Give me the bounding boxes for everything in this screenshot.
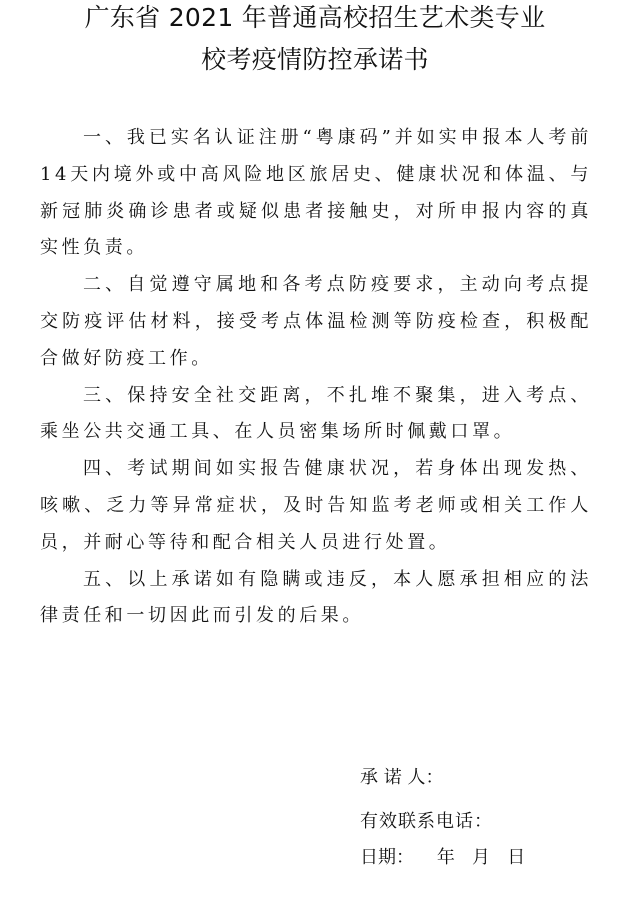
paragraph-4: 四、考试期间如实报告健康状况，若身体出现发热、咳嗽、乏力等异常症状，及时告知监考老师或相关工作人员，并耐心等待和配合相关人员进行处置。: [40, 458, 592, 553]
paragraph-2: 二、自觉遵守属地和各考点防疫要求，主动向考点提交防疫评估材料，接受考点体温检测等防疫检查，积极配合做好防疫工作。: [40, 274, 592, 369]
paragraph-5: 五、以上承诺如有隐瞒或违反，本人愿承担相应的法律责任和一切因此而引发的后果。: [40, 568, 592, 627]
document-title-line1: 广东省 2021 年普通高校招生艺术类专业: [84, 3, 546, 32]
promiser-label: 承 诺 人：: [360, 767, 444, 788]
document-title-line2: 校考疫情防控承诺书: [201, 45, 429, 74]
phone-label: 有效联系电话：: [360, 811, 493, 832]
paragraph-3: 三、保持安全社交距离，不扎堆不聚集，进入考点、乘坐公共交通工具、在人员密集场所时佩戴口罩。: [40, 384, 592, 443]
document-body: [40, 120, 592, 635]
paragraph-1: 一、我已实名认证注册“粤康码”并如实申报本人考前14天内境外或中高风险地区旅居史、健康状况和体温、与新冠肺炎确诊患者或疑似患者接触史，对所申报内容的真实性负责。: [40, 127, 592, 259]
date-label: 日期： 年 月 日: [360, 847, 526, 868]
